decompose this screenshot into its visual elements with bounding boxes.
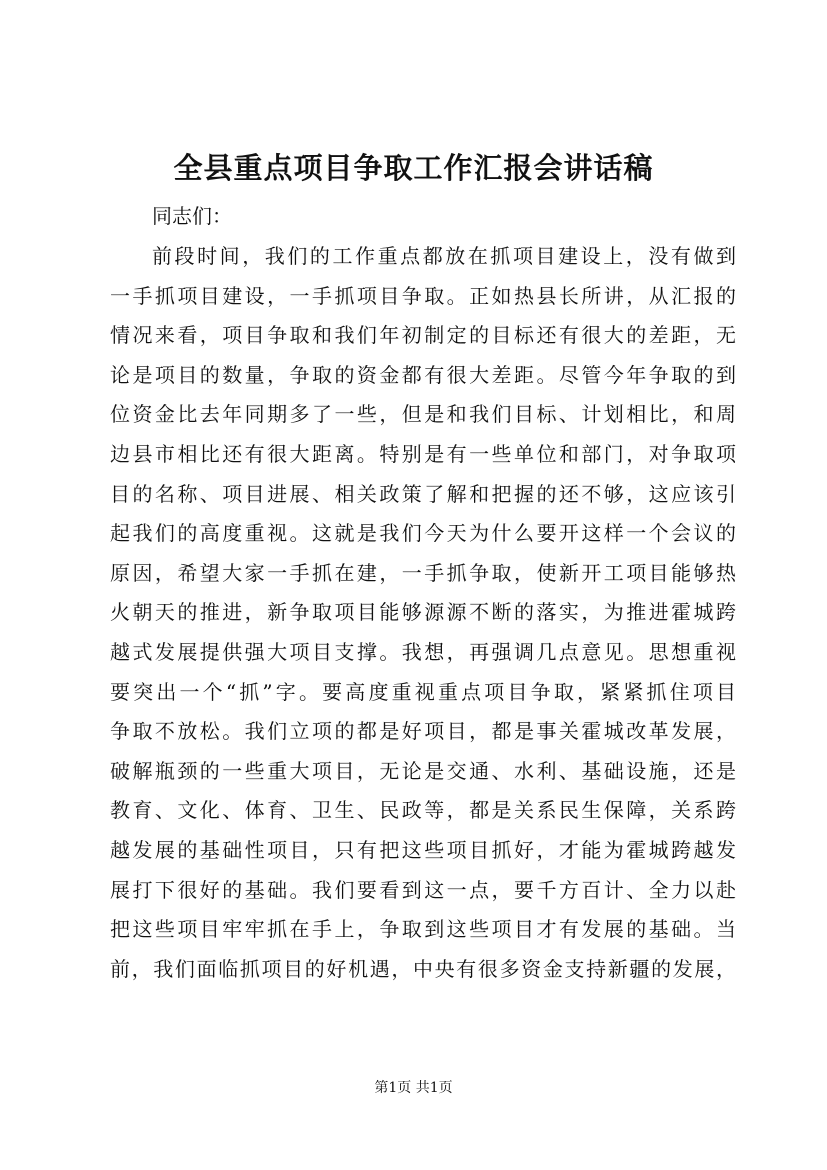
body-line: 情况来看，项目争取和我们年初制定的目标还有很大的差距，无: [110, 323, 736, 348]
body-line: 前，我们面临抓项目的好机遇，中央有很多资金支持新疆的发展，: [110, 956, 736, 981]
body-line: 一手抓项目建设，一手抓项目争取。正如热县长所讲，从汇报的: [110, 283, 736, 308]
body-line: 展打下很好的基础。我们要看到这一点，要千方百计、全力以赴: [110, 877, 736, 902]
body-line: 起我们的高度重视。这就是我们今天为什么要开这样一个会议的: [110, 521, 736, 546]
body-line: 要突出一个“抓”字。要高度重视重点项目争取，紧紧抓住项目: [110, 679, 736, 704]
body-line: 火朝天的推进，新争取项目能够源源不断的落实，为推进霍城跨: [110, 600, 736, 625]
body-line: 越式发展提供强大项目支撑。我想，再强调几点意见。思想重视: [110, 639, 736, 664]
body-line: 教育、文化、体育、卫生、民政等，都是关系民生保障，关系跨: [110, 798, 736, 823]
salutation: 同志们：: [152, 204, 232, 228]
body-line: 前段时间，我们的工作重点都放在抓项目建设上，没有做到: [152, 244, 736, 268]
body-line: 越发展的基础性项目，只有把这些项目抓好，才能为霍城跨越发: [110, 837, 736, 862]
body-line: 论是项目的数量，争取的资金都有很大差距。尽管今年争取的到: [110, 362, 736, 387]
body-line: 原因，希望大家一手抓在建，一手抓争取，使新开工项目能够热: [110, 560, 736, 585]
body-text: [110, 237, 736, 989]
page-footer: 第1页 共1页: [374, 1080, 453, 1096]
document-title: 全县重点项目争取工作汇报会讲话稿: [173, 151, 654, 185]
body-line: 把这些项目牢牢抓在手上，争取到这些项目才有发展的基础。当: [110, 917, 736, 942]
body-line: 位资金比去年同期多了一些，但是和我们目标、计划相比，和周: [110, 402, 736, 427]
body-line: 边县市相比还有很大距离。特别是有一些单位和部门，对争取项: [110, 441, 736, 466]
body-line: 破解瓶颈的一些重大项目，无论是交通、水利、基础设施，还是: [110, 758, 736, 783]
body-line: 争取不放松。我们立项的都是好项目，都是事关霍城改革发展，: [110, 719, 736, 744]
body-line: 目的名称、项目进展、相关政策了解和把握的还不够，这应该引: [110, 481, 736, 506]
